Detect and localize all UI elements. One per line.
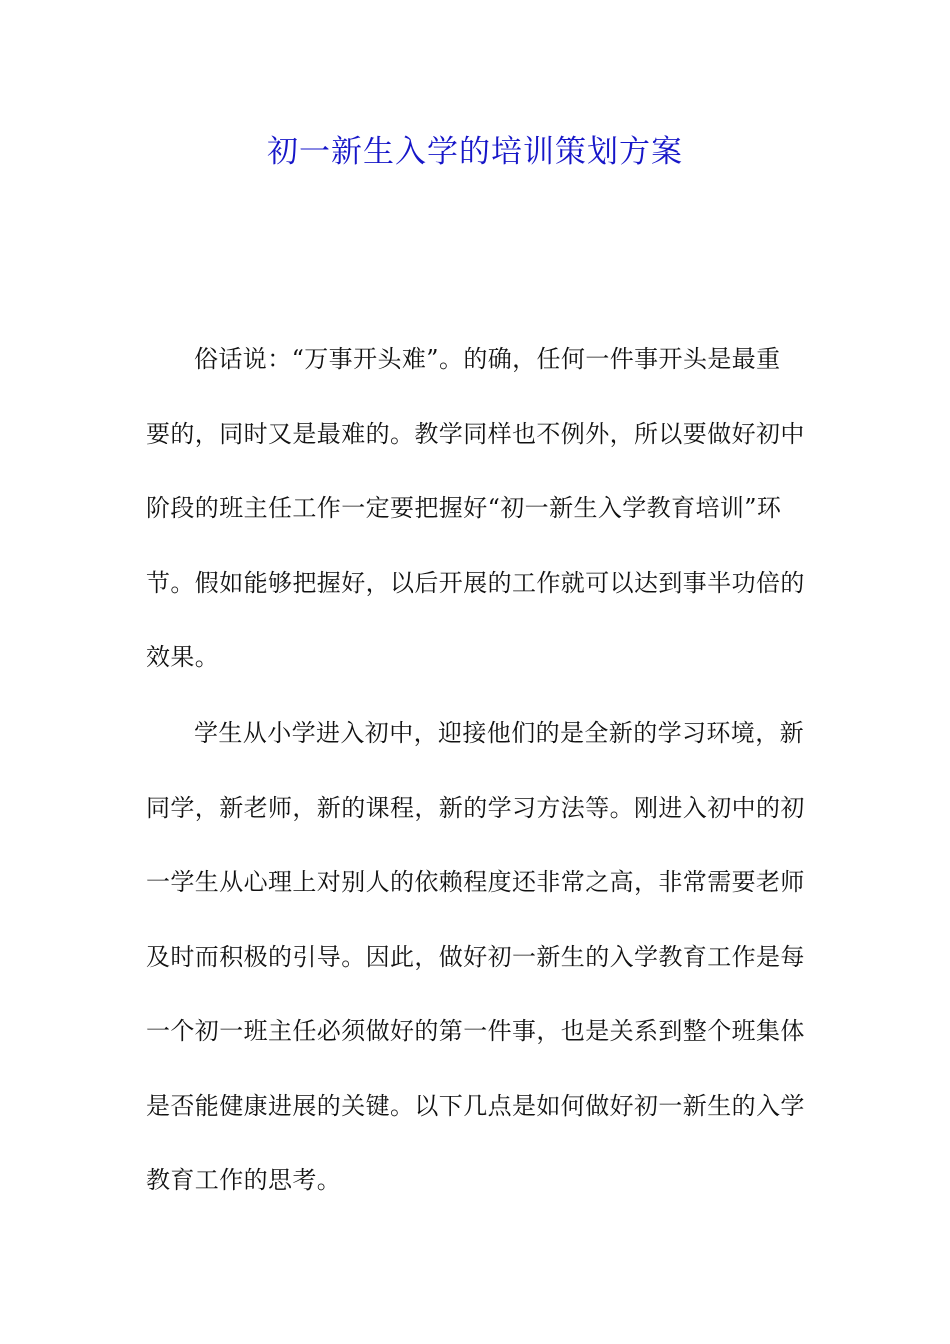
paragraph-line: 学生从小学进入初中，迎接他们的是全新的学习环境，新 — [194, 719, 804, 747]
paragraph-1 — [146, 322, 806, 695]
paragraph-line: 俗话说：“万事开头难”。的确，任何一件事开头是最重 — [194, 345, 781, 373]
paragraph-line: 教育工作的思考。 — [146, 1166, 342, 1194]
paragraph-line: 要的，同时又是最难的。教学同样也不例外，所以要做好初中 — [146, 419, 805, 448]
paragraph-line: 效果。 — [146, 643, 220, 671]
paragraph-2 — [146, 696, 806, 1218]
paragraph-line: 及时而积极的引导。因此，做好初一新生的入学教育工作是每 — [146, 942, 805, 971]
paragraph-line: 同学，新老师，新的课程，新的学习方法等。刚进入初中的初 — [146, 793, 805, 822]
paragraph-line: 是否能健康进展的关键。以下几点是如何做好初一新生的入学 — [146, 1091, 805, 1120]
paragraph-line: 一个初一班主任必须做好的第一件事，也是关系到整个班集体 — [146, 1017, 805, 1045]
paragraph-line: 节。假如能够把握好，以后开展的工作就可以达到事半功倍的 — [146, 568, 805, 597]
paragraph-line: 一学生从心理上对别人的依赖程度还非常之高，非常需要老师 — [146, 868, 805, 896]
document-title: 初一新生入学的培训策划方案 — [267, 134, 683, 170]
paragraph-line: 阶段的班主任工作一定要把握好“初一新生入学教育培训”环 — [146, 494, 782, 522]
